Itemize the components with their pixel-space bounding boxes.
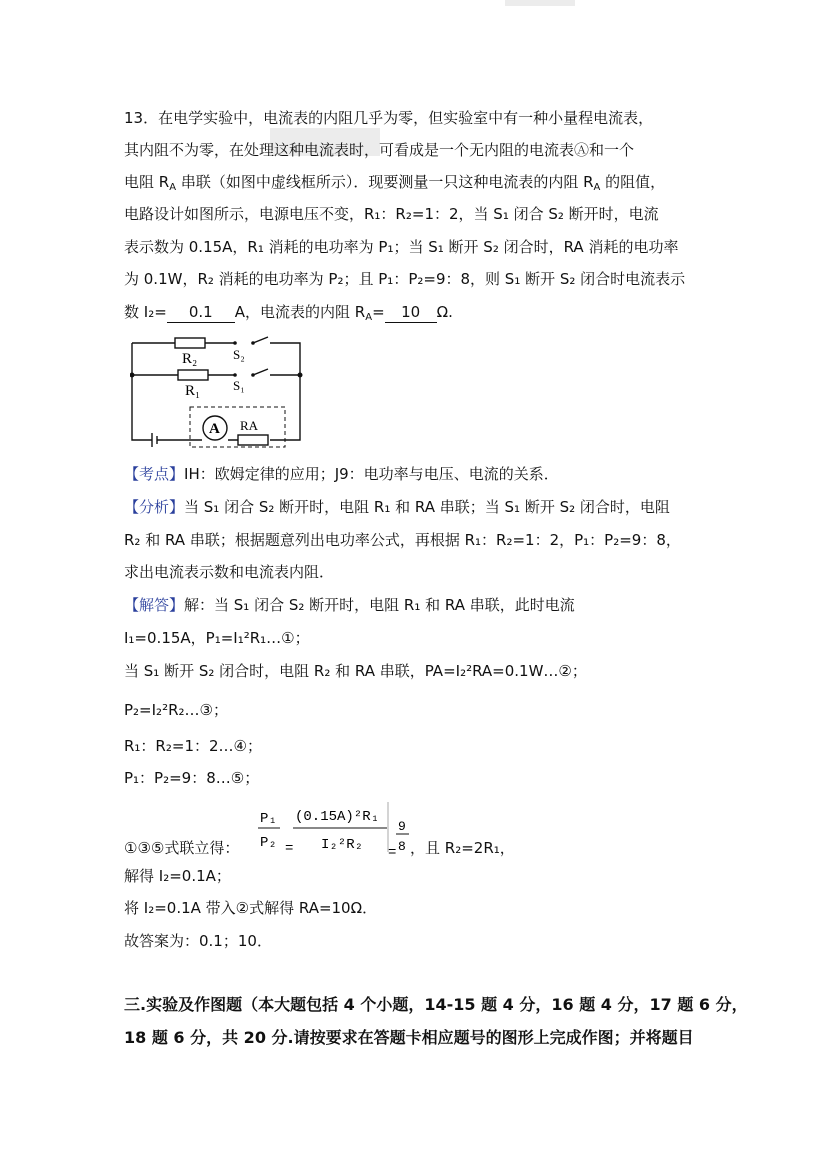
label-s1: S₁: [233, 378, 245, 393]
frac-denominator: I₂²R₂: [321, 837, 364, 853]
switch-contact: [233, 373, 237, 377]
resistor-r2: [175, 338, 205, 348]
frac-numerator: (0.15A)²R₁: [295, 809, 380, 825]
frac-p1: P₁: [260, 811, 277, 827]
label-s2: S₂: [233, 347, 245, 362]
jieda-line: 故答案为：0.1；10．: [124, 932, 272, 950]
problem-line: 电阻 $R_A$ 串联（如图中虚线框所示）．现要测量一只这种电流表的内阻 $R_A$ 的阻值，: [124, 173, 666, 193]
circuit-diagram: [130, 335, 310, 450]
frac-9: 9: [398, 819, 406, 834]
jieda-line: 当 S₁ 断开 S₂ 闭合时，电阻 R₂ 和 RA 串联，PA=I₂²RA=0.1W…②；: [124, 662, 587, 680]
frac-eq: =: [285, 841, 294, 857]
fenxi-tag: 【分析】: [124, 498, 185, 516]
problem-line: 13．在电学实验中，电流表的内阻几乎为零，但实验室中有一种小量程电流表，: [124, 109, 654, 127]
frac-eq2: =: [388, 845, 397, 860]
problem-line: 表示数为 0.15A，R₁ 消耗的电功率为 P₁；当 S₁ 断开 S₂ 闭合时，RA 消耗的电功率: [124, 238, 679, 256]
resistor-r1: [178, 370, 208, 380]
jieda-line: P₂=I₂²R₂…③；: [124, 701, 228, 719]
problem-line: 为 0.1W，R₂ 消耗的电功率为 P₂；且 P₁：P₂=9：8，则 S₁ 断开 S₂ 闭合时电流表示: [124, 270, 686, 288]
switch-contact: [251, 373, 255, 377]
section-heading: 18 题 6 分，共 20 分.请按要求在答题卡相应题号的图形上完成作图；并将题目: [124, 1028, 694, 1047]
label-ra: RA: [240, 418, 259, 433]
problem-line: 其内阻不为零，在处理这种电流表时，可看成是一个无内阻的电流表Ⓐ和一个: [124, 141, 635, 159]
scan-smudge: [505, 0, 575, 6]
jieda-line: 将 I₂=0.1A 带入②式解得 RA=10Ω．: [124, 899, 378, 917]
section-heading: 三.实验及作图题（本大题包括 4 个小题，14-15 题 4 分，16 题 4 分，17 题 6 分，: [124, 995, 748, 1014]
kaodian-tag: 【考点】: [124, 465, 185, 483]
answer-blank-2: 10: [385, 302, 437, 323]
kaodian-line: 【考点】IH：欧姆定律的应用；J9：电功率与电压、电流的关系．: [124, 465, 559, 483]
frac-p2: P₂: [260, 835, 277, 851]
label-ammeter: A: [209, 421, 220, 437]
jieda-tag: 【解答】: [124, 596, 185, 614]
label-r1: R₁: [185, 383, 201, 399]
fenxi-line: R₂ 和 RA 串联；根据题意列出电功率公式，再根据 R₁：R₂=1：2，P₁：P₂=9：8，: [124, 531, 681, 549]
fenxi-line: 【分析】当 S₁ 闭合 S₂ 断开时，电阻 R₁ 和 RA 串联；当 S₁ 断开 S₂ 闭合时，电阻: [124, 498, 670, 516]
junction-dot: [130, 373, 135, 378]
jieda-line: P₁：P₂=9：8…⑤；: [124, 769, 260, 787]
answer-blank-1: 0.1: [167, 302, 235, 323]
problem-line: 电路设计如图所示，电源电压不变，R₁：R₂=1：2，当 S₁ 闭合 S₂ 断开时，电流: [124, 205, 659, 223]
junction-dot: [298, 373, 303, 378]
jieda-line: 解得 I₂=0.1A；: [124, 867, 231, 885]
jieda-line: ①③⑤式联立得：: [124, 839, 240, 857]
resistor-ra: [238, 435, 268, 445]
switch-contact: [251, 341, 255, 345]
frac-8: 8: [398, 839, 406, 854]
problem-line: 数 I₂= 0.1 A，电流表的内阻 $R_A= 10$ Ω.: [124, 303, 453, 323]
jieda-line: I₁=0.15A，P₁=I₁²R₁…①；: [124, 629, 310, 647]
switch-contact: [233, 341, 237, 345]
jieda-line: 【解答】解：当 S₁ 闭合 S₂ 断开时，电阻 R₁ 和 RA 串联，此时电流: [124, 596, 575, 614]
jieda-line: ，且 R₂=2R₁，: [410, 839, 515, 857]
jieda-line: R₁：R₂=1：2…④；: [124, 737, 262, 755]
fenxi-line: 求出电流表示数和电流表内阻．: [124, 563, 335, 581]
label-r2: R₂: [182, 351, 198, 367]
